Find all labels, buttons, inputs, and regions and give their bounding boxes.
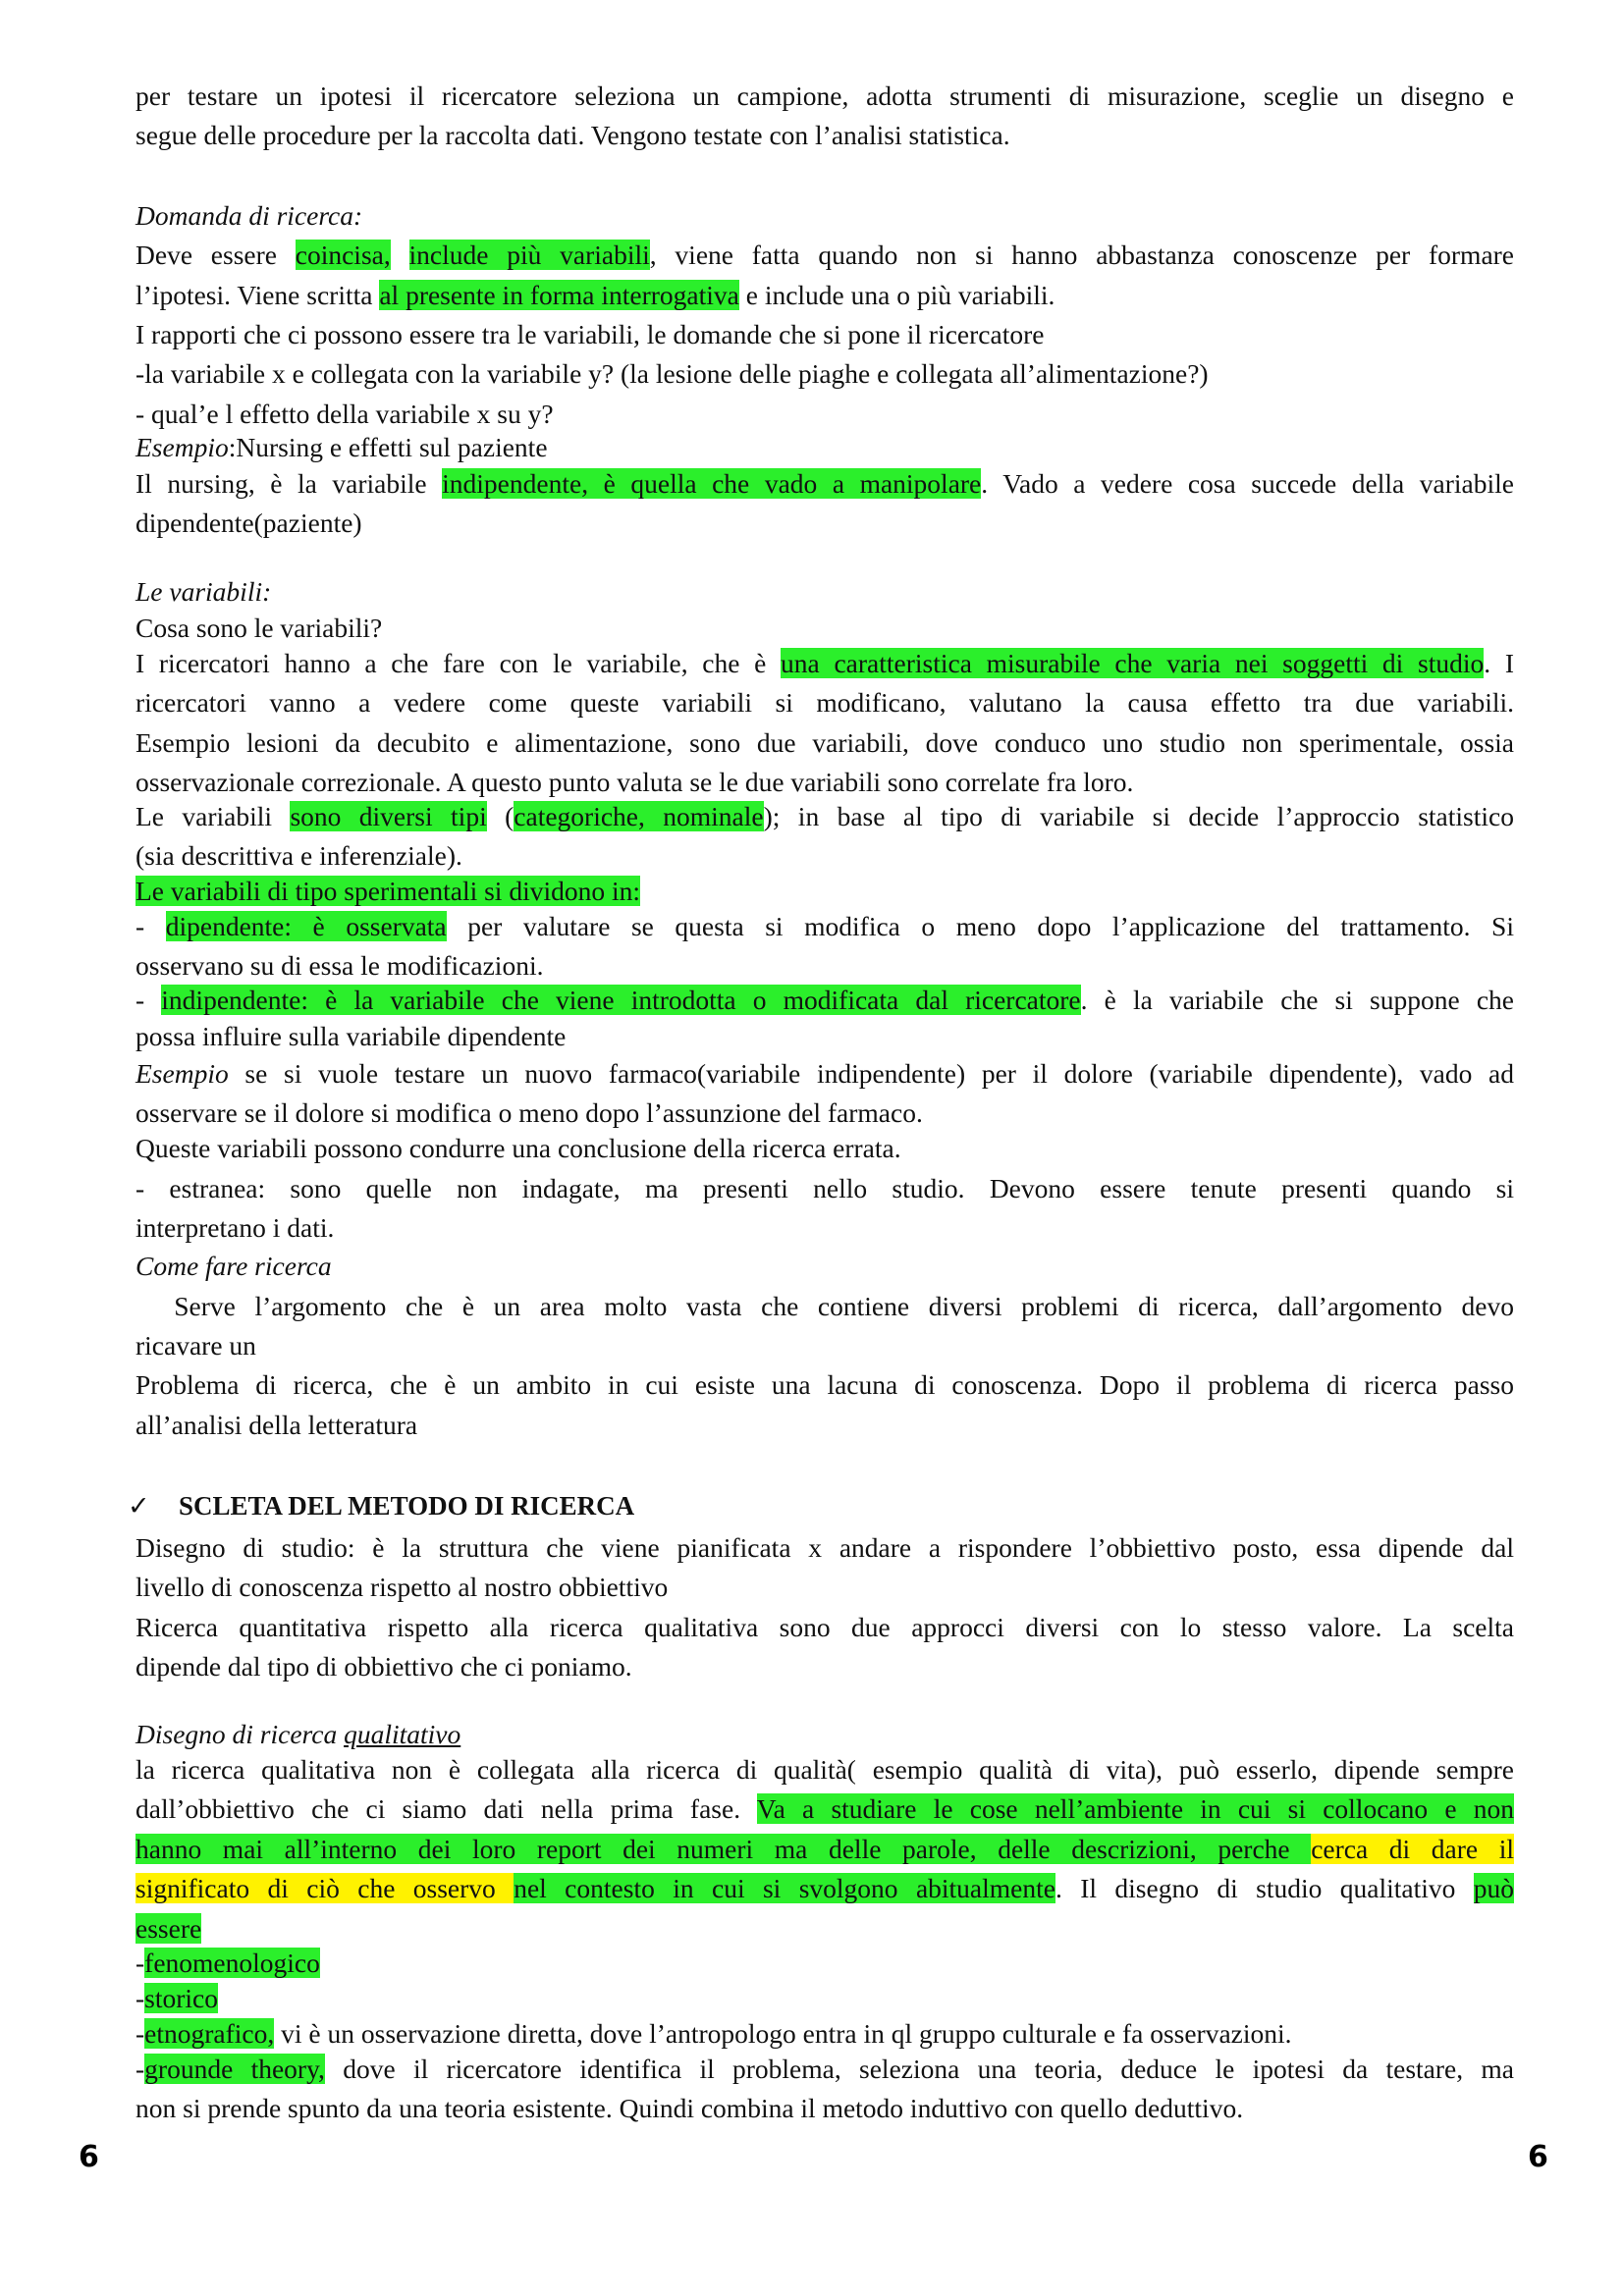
highlight: essere [135, 1913, 202, 1944]
variabili-line-1: I ricercatori hanno a che fare con le variabile, che è una caratteristica misurabile che varia nei soggetti di studio. I [135, 648, 1514, 678]
qualitativo-line-4: significato di ciò che osservo nel contesto in cui si svolgono abitualmente. Il disegno di studio qualitativo può [135, 1873, 1515, 1903]
highlight: sono diversi tipi [290, 801, 487, 831]
list-item-etnografico: -etnografico, vi è un osservazione diretta, dove l’antropologo entra in ql gruppo culturale e fa osservazioni. [135, 2018, 1292, 2049]
variabili-question: Cosa sono le variabili? [135, 613, 383, 643]
scelta-line-1: Disegno di studio: è la struttura che viene pianificata x andare a rispondere l’obbiettivo posto, essa dipende dal [135, 1532, 1514, 1563]
qualitativo-line-5 [135, 1909, 1514, 1949]
page-number-left: 6 [79, 2140, 99, 2174]
variabili-example-line-2: osservare se il dolore si modifica o meno dopo l’assunzione del farmaco. [135, 1097, 923, 1128]
variabili-example-line-1: Esempio se si vuole testare un nuovo farmaco(variabile indipendente) per il dolore (variabile dipendente), vado ad [135, 1058, 1514, 1089]
domanda-line-2: l’ipotesi. Viene scritta al presente in forma interrogativa e include una o più variabili. [135, 280, 1055, 310]
highlight: hanno mai all’interno dei loro report dei numeri ma delle parole, delle descrizioni, perche [135, 1834, 1312, 1864]
variabile-estranea-line-2: interpretano i dati. [135, 1212, 335, 1243]
variabili-sperimentali [135, 872, 1514, 911]
highlight: al presente in forma interrogativa [379, 280, 739, 310]
highlight: etnografico, [144, 2018, 275, 2049]
list-item-grounded-theory: -grounde theory, dove il ricercatore identifica il problema, seleziona una teoria, deduce le ipotesi da testare, ma [135, 2054, 1514, 2084]
highlight: può [1473, 1873, 1515, 1903]
scelta-line-2: livello di conoscenza rispetto al nostro obbiettivo [135, 1572, 669, 1602]
variabili-line-2: ricercatori vanno a vedere come queste variabili si modificano, valutano la causa effetto tra due variabili. [135, 687, 1514, 718]
domanda-example: Esempio:Nursing e effetti sul paziente [135, 432, 548, 462]
list-item-fenomenologico: -fenomenologico [135, 1948, 320, 1978]
highlight-yellow: significato di ciò che osservo [135, 1873, 514, 1903]
highlight: indipendente, è quella che vado a manipolare [442, 468, 982, 499]
highlight: Le variabili di tipo sperimentali si dividono in: [135, 876, 641, 906]
come-line-4: all’analisi della letteratura [135, 1410, 418, 1440]
qualitativo-line-2: dall’obbiettivo che ci siamo dati nella prima fase. Va a studiare le cose nell’ambiente in cui si collocano e non [135, 1793, 1514, 1824]
domanda-line-1: Deve essere coincisa, include più variabili, viene fatta quando non si hanno abbastanza conoscenze per formare [135, 240, 1515, 270]
come-title: Come fare ricerca [135, 1251, 332, 1281]
highlight: categoriche, nominale [514, 801, 764, 831]
variabile-indipendente-line-1: - indipendente: è la variabile che viene introdotta o modificata dal ricercatore. è la variabile che si suppone che [135, 985, 1514, 1015]
variabili-conclusion: Queste variabili possono condurre una conclusione della ricerca errata. [135, 1133, 901, 1163]
domanda-title: Domanda di ricerca: [135, 200, 363, 231]
page-number-right: 6 [1528, 2140, 1548, 2174]
variabile-dipendente-line-2: osservano su di essa le modificazioni. [135, 950, 544, 981]
checkmark-icon: ✓ [128, 1491, 150, 1522]
variabili-line-4: osservazionale correzionale. A questo punto valuta se le due variabili sono correlate fra loro. [135, 767, 1134, 797]
highlight: coincisa, [295, 240, 391, 270]
highlight: indipendente: è la variabile che viene introdotta o modificata dal ricercatore [161, 985, 1081, 1015]
highlight: fenomenologico [144, 1948, 320, 1978]
intro-line-1: per testare un ipotesi il ricercatore seleziona un campione, adotta strumenti di misurazione, sceglie un disegno e [135, 80, 1514, 111]
variabili-title: Le variabili: [135, 576, 272, 607]
highlight: dipendente: è osservata [165, 911, 447, 941]
domanda-line-5: - qual’e l effetto della variabile x su y? [135, 399, 554, 429]
qualitativo-title: Disegno di ricerca qualitativo [135, 1719, 461, 1749]
domanda-line-4: -la variabile x e collegata con la variabile y? (la lesione delle piaghe e collegata all’alimentazione?) [135, 358, 1209, 389]
domanda-line-7: dipendente(paziente) [135, 507, 362, 538]
variabili-line-3: Esempio lesioni da decubito e alimentazione, sono due variabili, dove conduco uno studio non sperimentale, ossia [135, 727, 1514, 758]
intro-line-2: segue delle procedure per la raccolta dati. Vengono testate con l’analisi statistica. [135, 120, 1010, 150]
variabili-types-line-2: (sia descrittiva e inferenziale). [135, 840, 462, 871]
list-item-grounded-theory-line-2: non si prende spunto da una teoria esistente. Quindi combina il metodo induttivo con quello deduttivo. [135, 2093, 1244, 2123]
list-item-storico: -storico [135, 1983, 219, 2013]
variabile-indipendente-line-2: possa influire sulla variabile dipendente [135, 1021, 567, 1051]
highlight: include più variabili [408, 240, 650, 270]
highlight: grounde theory, [144, 2054, 325, 2084]
scelta-line-3: Ricerca quantitativa rispetto alla ricerca qualitativa sono due approcci diversi con lo stesso valore. La scelta [135, 1612, 1514, 1642]
come-line-3: Problema di ricerca, che è un ambito in cui esiste una lacuna di conoscenza. Dopo il problema di ricerca passo [135, 1369, 1514, 1400]
highlight: nel contesto in cui si svolgono abitualmente [514, 1873, 1055, 1903]
come-line-2: ricavare un [135, 1330, 256, 1361]
scelta-line-4: dipende dal tipo di obbiettivo che ci poniamo. [135, 1651, 632, 1682]
highlight: Va a studiare le cose nell’ambiente in cui si collocano e non [756, 1793, 1514, 1824]
section-heading: ✓ SCLETA DEL METODO DI RICERCA [128, 1486, 1011, 1526]
domanda-line-3: I rapporti che ci possono essere tra le variabili, le domande che si pone il ricercatore [135, 319, 1045, 349]
variabile-estranea-line-1: - estranea: sono quelle non indagate, ma presenti nello studio. Devono essere tenute presenti quando si [135, 1173, 1514, 1203]
domanda-line-6: Il nursing, è la variabile indipendente, è quella che vado a manipolare. Vado a vedere cosa succede della variabile [135, 468, 1514, 499]
variabile-dipendente-line-1: - dipendente: è osservata per valutare se questa si modifica o meno dopo l’applicazione del trattamento. Si [135, 911, 1514, 941]
highlight: una caratteristica misurabile che varia nei soggetti di studio [781, 648, 1485, 678]
come-line-1: Serve l’argomento che è un area molto vasta che contiene diversi problemi di ricerca, dall’argomento devo [135, 1291, 1514, 1321]
variabili-types-line-1: Le variabili sono diversi tipi (categoriche, nominale); in base al tipo di variabile si decide l’approccio statistico [135, 801, 1514, 831]
qualitativo-line-1: la ricerca qualitativa non è collegata alla ricerca di qualità( esempio qualità di vita), può esserlo, dipende sempre [135, 1754, 1514, 1785]
qualitativo-line-3 [135, 1830, 1514, 1869]
highlight: storico [144, 1983, 219, 2013]
highlight-yellow: cerca di dare il [1311, 1834, 1514, 1864]
